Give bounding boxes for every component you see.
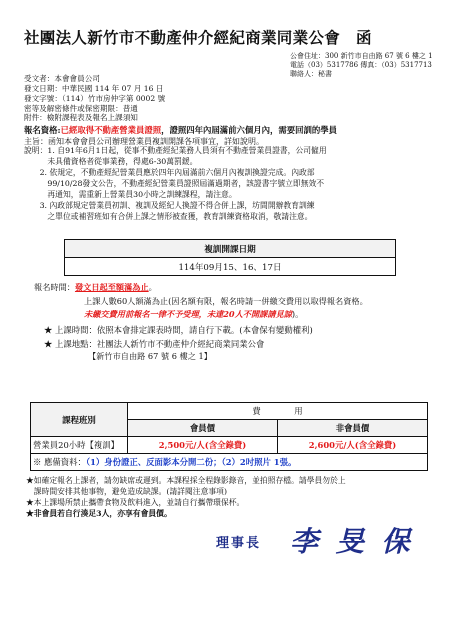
association-name: 社團法人新竹市不動產仲介經紀商業同業公會 — [24, 28, 341, 47]
explanation-line: 99/10/28發文公告，不動產經紀營業員證照屆滿過期者，該證書字號立即無效不 — [24, 179, 325, 188]
registration-time: 報名時間：發文日起至額滿為止。 — [34, 282, 157, 292]
association-address: 公會住址：300 新竹市自由路 67 號 6 樓之 1 — [290, 52, 433, 60]
qualification-label: 報名資格: — [24, 125, 61, 135]
class-location-address: 【新竹市自由路 67 號 6 樓之 1】 — [88, 351, 212, 361]
note-line: 課時間安排其他事物，避免造成缺課。(請詳閱注意事項) — [26, 487, 228, 496]
schedule-header: 複訓開課日期 — [65, 240, 396, 258]
star-icon: ★ — [44, 325, 53, 335]
document-number: 發文字號：（114）竹市房仲字第 0002 號 — [24, 94, 166, 103]
security-level: 密等及解密條件或保密期限：普通 — [24, 104, 138, 113]
issue-date: 發文日期：中華民國 114 年 07 月 16 日 — [24, 84, 164, 93]
class-location: ★ 上課地點：社團法人新竹市不動產仲介經紀商業同業公會 — [44, 339, 265, 349]
letter-title — [24, 26, 372, 48]
member-price: 2,500元/人(含全錄費) — [128, 437, 278, 454]
explanation-line: 2. 依規定，不動產經紀營業員應於四年內屆滿前六個月內複訓換證完成。內政部 — [24, 168, 315, 177]
signature-name: 李 旻 保 — [290, 525, 414, 558]
qualification-line — [24, 124, 337, 136]
nonmember-price: 2,600元/人(含全錄費) — [278, 437, 428, 454]
doc-type-label: 函 — [356, 28, 372, 47]
signature-title: 理事長 — [216, 536, 262, 551]
qualification-rest: ，證照四年內屆滿前六個月內，需要回訓的學員 — [161, 125, 337, 135]
subject-line: 主旨：函知本會會員公司辦理營業員複訓開課各項事宜，詳如說明。 — [24, 137, 264, 146]
attachment: 附件：檢附課程表及報名上課須知 — [24, 113, 138, 122]
recipient: 受文者：本會會員公司 — [24, 74, 100, 83]
association-contact: 聯絡人：秘書 — [290, 70, 332, 78]
col-fee: 費 用 — [128, 403, 428, 420]
explanation-line: 之單位或補習班如有合併上課之情形被查獲，教育訓練資格取消，敬請注意。 — [24, 212, 313, 221]
note-line: ★本上課場所禁止攜帶食物及飲料進入，並請自行攜帶環保杯。 — [26, 498, 245, 507]
required-documents-text: （1）身份證正、反面影本分開二份；（2）2吋照片 1張。 — [85, 457, 297, 467]
note-line: ★非會員若自行湊足3人，亦享有會員價。 — [26, 509, 172, 518]
qualification-highlight: 已經取得不動產營業員證照 — [60, 125, 162, 135]
registration-capacity: 上課人數60人額滿為止(因名額有限，報名時請一併繳交費用以取得報名資格。 — [84, 296, 368, 306]
schedule-dates: 114年09月15、16、17日 — [65, 258, 396, 276]
explanation-line: 再通知，需重新上營業員30小時之訓練課程，請注意。 — [24, 190, 237, 199]
registration-warning-text: 未繳交費用前報名一律不予受理，未達20人不開課請見諒 — [84, 309, 292, 319]
note-line: ★如確定報名上課者，請勿缺席或遲到。本課程採全程錄影錄音，並拍照存檔。請學員勿於上 — [26, 476, 346, 485]
col-member-price: 會員價 — [128, 420, 278, 437]
schedule-table — [64, 239, 396, 276]
explanation-line: 3. 內政部規定營業員初訓、複訓及經紀人換證不得合併上課，坊間開辦教育訓練 — [24, 201, 315, 210]
class-time: ★ 上課時間：依照本會排定課表時間，請自行下載。(本會保有變動權利) — [44, 325, 313, 335]
registration-warning: 未繳交費用前報名一律不予受理，未達20人不開課請見諒)。 — [84, 309, 304, 319]
required-documents: ※ 應備資料：（1）身份證正、反面影本分開二份；（2）2吋照片 1張。 — [31, 454, 428, 471]
registration-period: 發文日起至額滿為止 — [74, 282, 149, 292]
registration-label: 報名時間： — [34, 282, 75, 292]
association-phone-fax: 電話（03）5317786 傳真：（03）5317713 — [290, 61, 432, 69]
col-course: 課程班別 — [31, 403, 128, 437]
explanation-line: 說明：1. 自91年6月1日起，從事不動產經紀業務人員須有不動產營業員證書，公司僱用 — [24, 146, 327, 155]
star-icon: ★ — [44, 339, 53, 349]
explanation-line: 未具備資格者從事業務，得處6-30萬罰鍰。 — [24, 157, 198, 166]
col-nonmember-price: 非會員價 — [278, 420, 428, 437]
fee-table — [30, 402, 428, 471]
course-name: 營業員20小時【複訓】 — [31, 437, 128, 454]
